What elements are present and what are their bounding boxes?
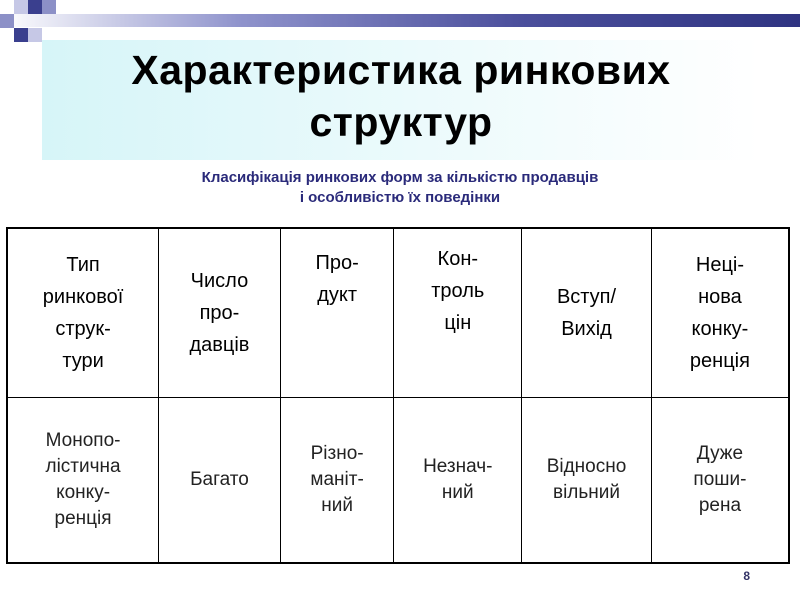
decor-square [0, 14, 14, 28]
cell-line: троль [431, 280, 485, 302]
cell-line: Кон- [437, 248, 479, 270]
cell-line: Монопо- [45, 430, 121, 451]
cell-sellers [159, 398, 281, 564]
cell-line: Вихід [561, 318, 612, 340]
cell-line: Тип [66, 254, 100, 276]
decor-square [28, 28, 42, 42]
cell-line: Число [190, 270, 249, 292]
cell-entry-exit [522, 398, 652, 564]
cell-line: тури [62, 350, 104, 372]
decor-square [42, 0, 56, 14]
market-structure-table [6, 227, 790, 564]
cell-nonprice-competition [651, 398, 789, 564]
header-cell-price-control [394, 228, 522, 398]
cell-line: Дуже [696, 443, 744, 464]
cell-line: давців [189, 334, 250, 356]
cell-line: ний [321, 495, 353, 516]
subtitle-line: Класифікація ринкових форм за кількістю продавців [201, 169, 599, 186]
slide-title [42, 44, 760, 148]
table-row [7, 398, 789, 564]
cell-line: Вступ/ [556, 286, 617, 308]
cell-line: конку- [691, 318, 749, 340]
title-line: Характеристика ринкових [131, 47, 671, 93]
cell-line: Різно- [310, 443, 364, 464]
decorative-top-bar [0, 14, 800, 27]
cell-line: ринкової [42, 286, 124, 308]
cell-line: ренція [54, 508, 112, 529]
header-cell-entry-exit [522, 228, 652, 398]
cell-line: ний [441, 482, 474, 503]
header-cell-sellers [159, 228, 281, 398]
cell-line: Про- [315, 252, 359, 274]
cell-line: рена [698, 495, 742, 516]
decor-square [14, 0, 28, 14]
cell-line: маніт- [310, 469, 364, 490]
title-line: структур [309, 99, 493, 145]
cell-line: ренція [689, 350, 750, 372]
page-number: 8 [743, 569, 750, 583]
cell-product [280, 398, 394, 564]
cell-market-type [7, 398, 159, 564]
decor-square [14, 28, 28, 42]
cell-price-control [394, 398, 522, 564]
header-cell-product [280, 228, 394, 398]
table-header-row [7, 228, 789, 398]
subtitle-line: і особливістю їх поведінки [299, 189, 501, 206]
slide-subtitle [80, 168, 720, 208]
cell-line: Незнач- [423, 456, 493, 477]
cell-line: поши- [693, 469, 747, 490]
cell-line: цін [444, 312, 472, 334]
cell-line: Багато [190, 469, 249, 490]
cell-line: дукт [317, 284, 358, 306]
cell-line: вільний [552, 482, 621, 503]
cell-line: Неці- [695, 254, 744, 276]
cell-line: лістична [45, 456, 121, 477]
cell-line: нова [698, 286, 742, 308]
cell-line: конку- [56, 482, 111, 503]
cell-line: про- [199, 302, 240, 324]
header-cell-type [7, 228, 159, 398]
cell-line: Відносно [546, 456, 627, 477]
decor-square [28, 0, 42, 14]
header-cell-nonprice-competition [651, 228, 789, 398]
cell-line: струк- [55, 318, 111, 340]
